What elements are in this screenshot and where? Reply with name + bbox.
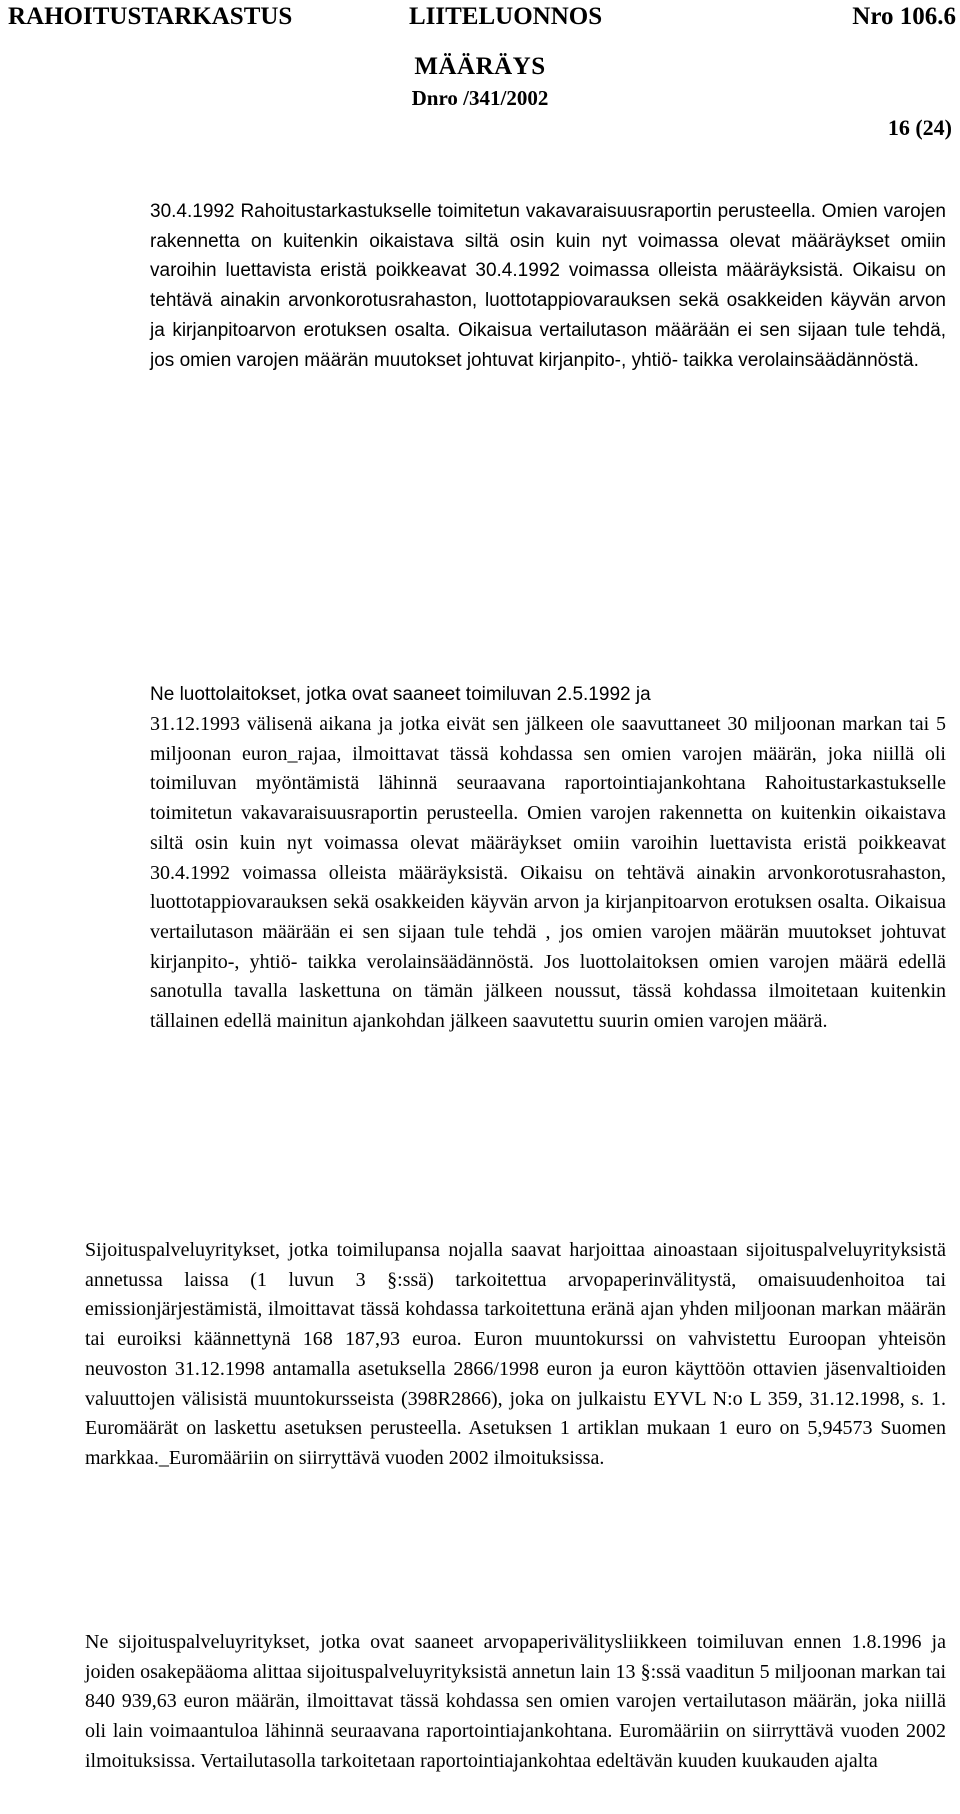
document-type: MÄÄRÄYS — [414, 53, 546, 80]
paragraph-5: Ne sijoituspalveluyritykset, jotka ovat saaneet arvopaperivälitysliikkeen toimiluvan ennen 1.8.1996 ja joiden osakepääoma alittaa sijoituspalveluyrityksistä annetun lain 13 §:ssä vaaditun 5 miljoonan markan tai 840 939,63 euron määrän, ilmoittavat tässä kohdassa sen omien varojen vertailutason määrän, joka niillä oli lain voimaantuloa lähinnä seuraavana raportointiajankohtana. Euromääriin on siirryttävä vuoden 2002 ilmoituksissa. Vertailutasolla tarkoitetaan raportointiajankohtaa edeltävän kuuden kuukauden ajalta — [85, 1631, 946, 1772]
paragraph-3: 31.12.1993 välisenä aikana ja jotka eivät sen jälkeen ole saavuttaneet 30 miljoonan markan tai 5 miljoonan euron_rajaa, ilmoittavat tässä kohdassa sen omien varojen määrän, joka niillä oli toimiluvan myöntämistä lähinnä seuraavana raportointiajankohtana Rahoitustarkastukselle toimitetun vakavaraisuusraportin perusteella. Omien varojen rakennetta on kuitenkin oikaistava siltä osin kuin nyt voimassa olevat määräykset omiin varoihin luettavista eristä poikkeavat 30.4.1992 voimassa olleista määräyksistä. Oikaisu on tehtävä ainakin arvonkorotusrahaston, luottotappiovarauksen sekä osakkeiden käyvän arvon ja kirjanpitoarvon erotuksen osalta. Oikaisua vertailutason määrään ei sen sijaan tule tehdä , jos omien varojen määrän muutokset johtuvat kirjanpito-, yhtiö- taikka verolainsäädännöstä. Jos luottolaitoksen omien varojen määrä edellä sanotulla tavalla laskettuna on tämän jälkeen noussut, tässä kohdassa ilmoitetaan kuitenkin tällainen edellä mainitun ajankohdan jälkeen saavutettu suurin omien varojen määrä. — [150, 713, 946, 1033]
document-number: Nro 106.6 — [852, 3, 956, 30]
record-number: Dnro /341/2002 — [411, 86, 549, 110]
section-label: LIITELUONNOS — [409, 3, 603, 30]
page-number: 16 (24) — [887, 115, 952, 140]
agency-name: RAHOITUSTARKASTUS — [8, 3, 293, 30]
paragraph-2: Ne luottolaitokset, jotka ovat saaneet toimiluvan 2.5.1992 ja — [150, 684, 651, 705]
paragraph-4: Sijoituspalveluyritykset, jotka toimilupansa nojalla saavat harjoittaa ainoastaan sijoituspalveluyrityksistä annetussa laissa (1 luvun 3 §:ssä) tarkoitettua arvopaperinvälitystä, omaisuudenhoitoa tai emissionjärjestämistä, ilmoittavat tässä kohdassa tarkoitettuna eränä ajan yhden miljoonan markan määrän tai euroiksi käännettynä 168 187,93 euroa. Euron muuntokurssi on vahvistettu Euroopan yhteisön neuvoston 31.12.1998 antamalla asetuksella 2866/1998 euron ja euron käyttöön ottavien jäsenvaltioiden valuuttojen välisistä muuntokursseista (398R2866), joka on julkaistu EYVL N:o L 359, 31.12.1998, s. 1. Euromäärät on laskettu asetuksen perusteella. Asetuksen 1 artiklan mukaan 1 euro on 5,94573 Suomen markkaa._Euromääriin on siirryttävä vuoden 2002 ilmoituksissa. — [85, 1239, 946, 1469]
paragraph-1: 30.4.1992 Rahoitustarkastukselle toimitetun vakavaraisuusraportin perusteella. Omien varojen rakennetta on kuitenkin oikaistava siltä osin kuin nyt voimassa olevat määräykset omiin varoihin luettavista eristä poikkeavat 30.4.1992 voimassa olleista määräyksistä. Oikaisu on tehtävä ainakin arvonkorotusrahaston, luottotappiovarauksen sekä osakkeiden käyvän arvon ja kirjanpitoarvon erotuksen osalta. Oikaisua vertailutason määrään ei sen sijaan tule tehdä, jos omien varojen määrän muutokset johtuvat kirjanpito-, yhtiö- taikka verolainsäädännöstä. — [150, 201, 946, 371]
page-header — [8, 2, 956, 42]
